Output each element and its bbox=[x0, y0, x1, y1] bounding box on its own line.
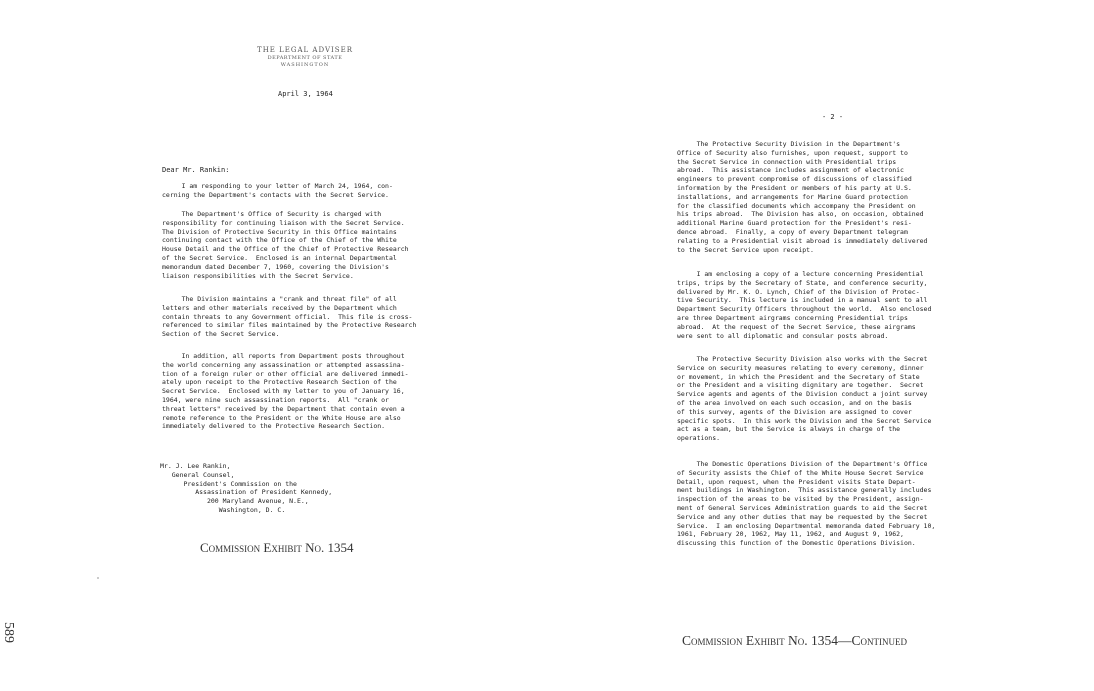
letter-paragraph-2: The Department's Office of Security is charged with responsibility for continuing liaison with the Secret Service. The Division of Protective Security in this Office maintains continuing contact with the Office of the Chief of the White House Detail and the Office of the Chief of Protective Research of the Secret Service. Enclosed is an internal Departmental memorandum dated December 7, 1960, covering the Division's liaison responsibilities with the Secret Service. bbox=[162, 210, 409, 280]
exhibit-caption-left: Commission Exhibit No. 1354 bbox=[200, 540, 354, 555]
recipient-address: Mr. J. Lee Rankin, General Counsel, President's Commission on the Assassination of President Kennedy, 200 Maryland Avenue, N.E., Washington, D. C. bbox=[160, 462, 333, 514]
scan-speck bbox=[97, 577, 99, 579]
salutation: Dear Mr. Rankin: bbox=[162, 166, 230, 174]
letter-paragraph-8: The Domestic Operations Division of the Department's Office of Security assists the Chief of the White House Secret Service Detail, upon request, when the President visits State Depart- ment buildings in Washington. This assistance generally includes inspection of the areas to be visited by the President, assign- ment of General Services Administration guards to aid the Secret Service and any other duties that may be requested by the Secret Service. I am enclosing Departmental memoranda dated February 10, 1961, February 20, 1962, May 11, 1962, and August 9, 1962, discussing this function of the Domestic Operations Division. bbox=[677, 460, 936, 548]
letter-paragraph-5: The Protective Security Division in the Department's Office of Security also furnishes, upon request, support to the Secret Service in connection with Presidential trips abroad. This assistance includes assignment of electronic engineers to prevent compromise of discussions of classified information by the President or members of his party at U.S. installations, and arrangements for Marine Guard protection for the classified documents which accompany the President on his trips abroad. The Division has also, on occasion, obtained additional Marine Guard protection for the President's resi- dence abroad. Finally, a copy of every Department telegram relating to a Presidential visit abroad is immediately delivered to the Secret Service upon receipt. bbox=[677, 140, 928, 254]
letterhead-department: DEPARTMENT OF STATE bbox=[267, 55, 343, 61]
exhibit-caption-right: Commission Exhibit No. 1354—Continued bbox=[682, 633, 907, 648]
side-page-number: 589 bbox=[1, 622, 16, 643]
right-page bbox=[547, 0, 1094, 691]
letterhead-title: THE LEGAL ADVISER bbox=[257, 46, 353, 54]
letter-paragraph-1: I am responding to your letter of March 24, 1964, con- cerning the Department's contacts with the Secret Service. bbox=[162, 182, 393, 199]
page-number: - 2 - bbox=[822, 113, 844, 121]
letter-paragraph-6: I am enclosing a copy of a lecture concerning Presidential trips, trips by the Secretary of State, and conference security, delivered by Mr. K. O. Lynch, Chief of the Division of Protec- tive Security. This lecture is included in a manual sent to all Department Security Officers throughout the world. Also enclosed are three Department airgrams concerning Presidential trips abroad. At the request of the Secret Service, these airgrams were sent to all diplomatic and consular posts abroad. bbox=[677, 270, 932, 340]
letterhead bbox=[230, 46, 380, 69]
letter-paragraph-4: In addition, all reports from Department posts throughout the world concerning any assassination or attempted assassina- tion of a foreign ruler or other official are delivered immedi- ately upon receipt to the Protective Research Section of the Secret Service. Enclosed with my letter to you of January 16, 1964, were nine such assassination reports. All "crank or threat letters" received by the Department that contain even a remote reference to the President or the White House are also immediately delivered to the Protective Research Section. bbox=[162, 352, 409, 431]
letterhead-city: WASHINGTON bbox=[280, 62, 330, 68]
letter-paragraph-7: The Protective Security Division also works with the Secret Service on security measures relating to every ceremony, dinner or movement, in which the President and the Secretary of State or the President and a visiting dignitary are together. Secret Service agents and agents of the Division conduct a joint survey of the area involved on each such occasion, and on the basis of this survey, agents of the Division are assigned to cover specific spots. In this work the Division and the Secret Service act as a team, but the Service is always in charge of the operations. bbox=[677, 355, 932, 443]
letter-paragraph-3: The Division maintains a "crank and threat file" of all letters and other materials received by the Department which contain threats to any Government official. This file is cross- referenced to similar files maintained by the Protective Research Section of the Secret Service. bbox=[162, 295, 417, 339]
letter-date: April 3, 1964 bbox=[278, 90, 333, 98]
